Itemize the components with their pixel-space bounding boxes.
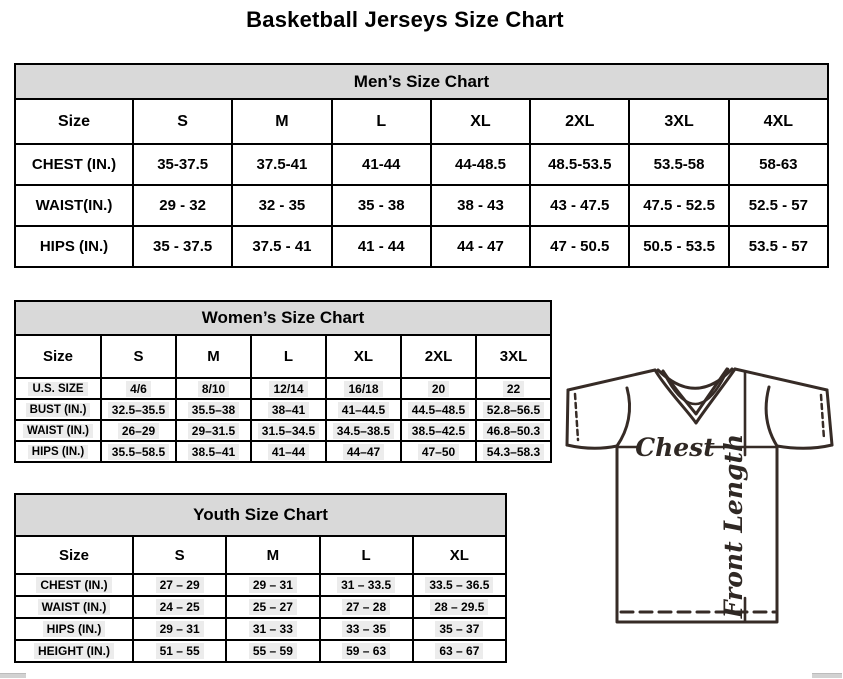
cell-value: 25 – 27 <box>226 596 319 618</box>
cell-value: 44.5–48.5 <box>401 399 476 420</box>
cell-value: 29–31.5 <box>176 420 251 441</box>
cell-value: 31 – 33 <box>226 618 319 640</box>
cell-value: 47.5 - 52.5 <box>629 185 728 226</box>
cell-value: 35.5–58.5 <box>101 441 176 462</box>
jersey-right-sleeve-bottom <box>777 445 832 448</box>
table-row <box>15 399 551 420</box>
cell-value: 24 – 25 <box>133 596 226 618</box>
front-length-label: Front Length <box>719 433 748 619</box>
column-header: XL <box>326 335 401 378</box>
column-header: 2XL <box>401 335 476 378</box>
cell-value: 28 – 29.5 <box>413 596 506 618</box>
cell-value: 52.5 - 57 <box>729 185 828 226</box>
column-header: 2XL <box>530 99 629 144</box>
cell-value: 38–41 <box>251 399 326 420</box>
jersey-left-armhole <box>617 388 630 446</box>
womens-size-table <box>14 300 552 463</box>
cell-value: 38.5–42.5 <box>401 420 476 441</box>
cell-value: 12/14 <box>251 378 326 399</box>
row-label: WAIST (IN.) <box>15 420 101 441</box>
cell-value: 50.5 - 53.5 <box>629 226 728 267</box>
chest-label: Chest <box>635 433 715 462</box>
cell-value: 46.8–50.3 <box>476 420 551 441</box>
column-header: 3XL <box>629 99 728 144</box>
cell-value: 35.5–38 <box>176 399 251 420</box>
cell-value: 33 – 35 <box>320 618 413 640</box>
cell-value: 38.5–41 <box>176 441 251 462</box>
cell-value: 22 <box>476 378 551 399</box>
column-header: S <box>133 99 232 144</box>
column-header: 4XL <box>729 99 828 144</box>
cell-value: 51 – 55 <box>133 640 226 662</box>
column-header: M <box>226 536 319 574</box>
scrollbar-fragment-left[interactable] <box>0 673 26 678</box>
cell-value: 29 - 32 <box>133 185 232 226</box>
row-label: HIPS (IN.) <box>15 226 133 267</box>
cell-value: 54.3–58.3 <box>476 441 551 462</box>
mens-size-table <box>14 63 829 268</box>
row-label: BUST (IN.) <box>15 399 101 420</box>
column-header: Size <box>15 99 133 144</box>
row-label: CHEST (IN.) <box>15 574 133 596</box>
jersey-collar-arc-2 <box>663 369 728 404</box>
row-label: HEIGHT (IN.) <box>15 640 133 662</box>
table-row <box>15 574 506 596</box>
row-label: CHEST (IN.) <box>15 144 133 185</box>
cell-value: 58-63 <box>729 144 828 185</box>
cell-value: 41 - 44 <box>332 226 431 267</box>
row-label: WAIST(IN.) <box>15 185 133 226</box>
cell-value: 27 – 29 <box>133 574 226 596</box>
jersey-right-armhole <box>766 387 777 446</box>
row-label: WAIST (IN.) <box>15 596 133 618</box>
jersey-collar-arc-1 <box>658 369 732 388</box>
table-row <box>15 596 506 618</box>
cell-value: 44 - 47 <box>431 226 530 267</box>
cell-value: 31 – 33.5 <box>320 574 413 596</box>
cell-value: 35 - 37.5 <box>133 226 232 267</box>
table-row <box>15 640 506 662</box>
column-header: 3XL <box>476 335 551 378</box>
column-header: L <box>251 335 326 378</box>
column-header: M <box>176 335 251 378</box>
column-header: M <box>232 99 331 144</box>
column-header: Size <box>15 536 133 574</box>
table-row <box>15 378 551 399</box>
cell-value: 41–44.5 <box>326 399 401 420</box>
cell-value: 41–44 <box>251 441 326 462</box>
cell-value: 47 - 50.5 <box>530 226 629 267</box>
row-label: U.S. SIZE <box>15 378 101 399</box>
jersey-left-sleeve-bottom <box>567 445 617 448</box>
column-header: Size <box>15 335 101 378</box>
cell-value: 20 <box>401 378 476 399</box>
table-row <box>15 441 551 462</box>
cell-value: 63 – 67 <box>413 640 506 662</box>
cell-value: 44-48.5 <box>431 144 530 185</box>
cell-value: 53.5 - 57 <box>729 226 828 267</box>
mens-size-table-header: Men’s Size Chart <box>15 64 828 99</box>
cell-value: 41-44 <box>332 144 431 185</box>
table-row <box>15 618 506 640</box>
cell-value: 8/10 <box>176 378 251 399</box>
cell-value: 26–29 <box>101 420 176 441</box>
column-header: L <box>320 536 413 574</box>
jersey-left-shoulder <box>568 370 655 390</box>
cell-value: 32.5–35.5 <box>101 399 176 420</box>
cell-value: 35-37.5 <box>133 144 232 185</box>
jersey-right-sleeve-end <box>827 390 832 445</box>
table-row <box>15 420 551 441</box>
page-title: Basketball Jerseys Size Chart <box>246 7 564 32</box>
cell-value: 29 – 31 <box>133 618 226 640</box>
table-row <box>15 144 828 185</box>
cell-value: 44–47 <box>326 441 401 462</box>
table-row <box>15 185 828 226</box>
cell-value: 33.5 – 36.5 <box>413 574 506 596</box>
column-header: XL <box>431 99 530 144</box>
cell-value: 59 – 63 <box>320 640 413 662</box>
cell-value: 37.5-41 <box>232 144 331 185</box>
youth-size-table <box>14 493 507 663</box>
jersey-measurement-diagram-icon <box>555 358 843 679</box>
row-label: HIPS (IN.) <box>15 618 133 640</box>
cell-value: 29 – 31 <box>226 574 319 596</box>
column-header: S <box>101 335 176 378</box>
jersey-right-sleeve-hash <box>821 395 824 439</box>
cell-value: 47–50 <box>401 441 476 462</box>
cell-value: 37.5 - 41 <box>232 226 331 267</box>
cell-value: 16/18 <box>326 378 401 399</box>
row-label: HIPS (IN.) <box>15 441 101 462</box>
cell-value: 38 - 43 <box>431 185 530 226</box>
cell-value: 43 - 47.5 <box>530 185 629 226</box>
jersey-left-sleeve-end <box>567 390 568 445</box>
cell-value: 35 - 38 <box>332 185 431 226</box>
cell-value: 52.8–56.5 <box>476 399 551 420</box>
cell-value: 27 – 28 <box>320 596 413 618</box>
youth-size-table-header: Youth Size Chart <box>15 494 506 536</box>
cell-value: 55 – 59 <box>226 640 319 662</box>
cell-value: 4/6 <box>101 378 176 399</box>
column-header: S <box>133 536 226 574</box>
womens-size-table-header: Women’s Size Chart <box>15 301 551 335</box>
jersey-torso <box>617 446 777 622</box>
cell-value: 31.5–34.5 <box>251 420 326 441</box>
cell-value: 32 - 35 <box>232 185 331 226</box>
cell-value: 48.5-53.5 <box>530 144 629 185</box>
cell-value: 53.5-58 <box>629 144 728 185</box>
table-row <box>15 226 828 267</box>
cell-value: 35 – 37 <box>413 618 506 640</box>
jersey-left-sleeve-hash <box>575 394 578 440</box>
column-header: L <box>332 99 431 144</box>
cell-value: 34.5–38.5 <box>326 420 401 441</box>
scrollbar-fragment-right[interactable] <box>812 673 842 678</box>
jersey-right-shoulder <box>735 369 827 390</box>
column-header: XL <box>413 536 506 574</box>
